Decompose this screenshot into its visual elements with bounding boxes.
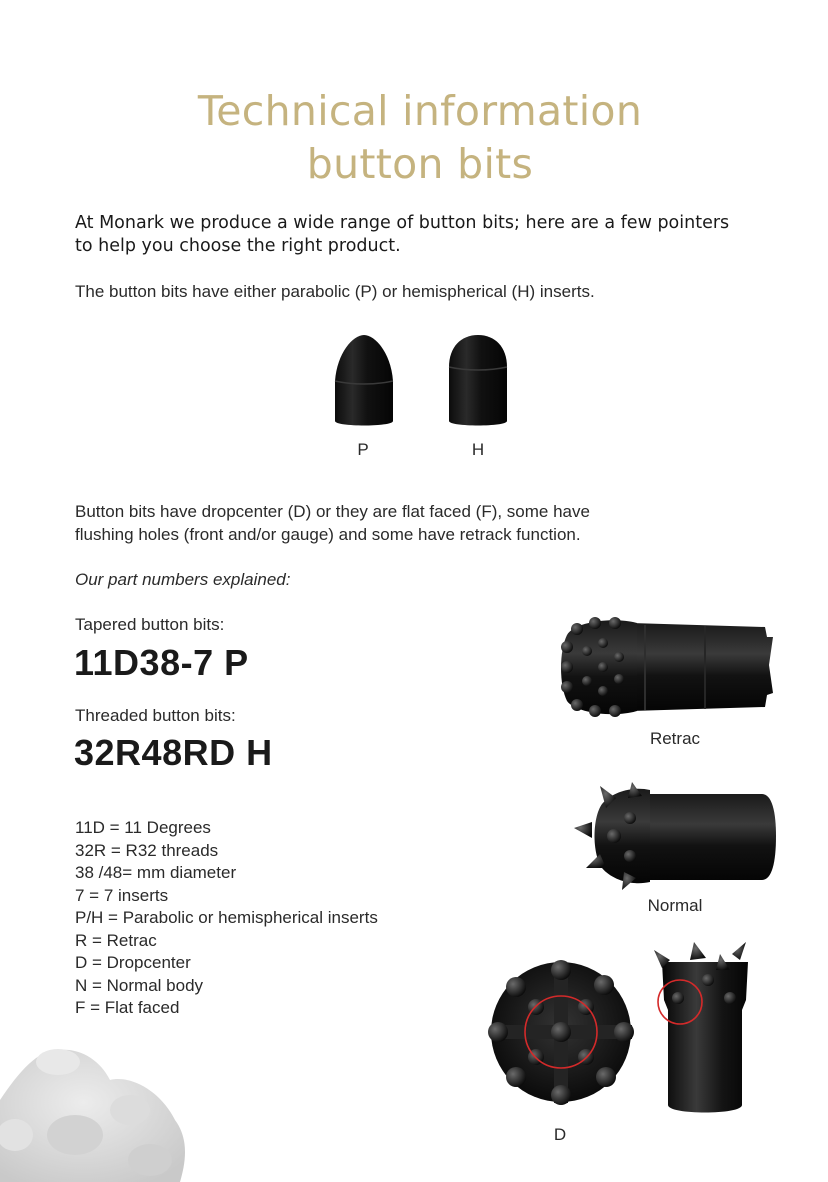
decorative-bit-watermark-icon <box>0 1040 200 1182</box>
title-line-2: button bits <box>306 140 534 189</box>
legend-item: 7 = 7 inserts <box>75 885 169 905</box>
legend-item: N = Normal body <box>75 975 204 995</box>
dropcenter-button-bit-icon <box>484 955 639 1110</box>
legend-item: 11D = 11 Degrees <box>75 818 211 837</box>
legend-item: 38 /48= mm diameter <box>75 863 237 882</box>
insert-label-h: H <box>471 440 485 459</box>
tapered-label: Tapered button bits: <box>75 615 225 634</box>
page-title <box>0 85 828 191</box>
threaded-code: 32R48RD H <box>74 732 273 773</box>
legend-list <box>75 817 378 1020</box>
dropcenter-side-view-icon <box>650 940 760 1115</box>
legend-item: R = Retrac <box>75 930 157 950</box>
tapered-code: 11D38-7 P <box>74 642 249 683</box>
dropcenter-caption: D <box>553 1125 567 1144</box>
normal-button-bit-icon <box>572 782 777 890</box>
inserts-paragraph: The button bits have either parabolic (P) or hemispherical (H) inserts. <box>75 282 595 301</box>
intro-paragraph: At Monark we produce a wide range of button bits; here are a few pointers to help you choose the right product. <box>75 213 730 256</box>
legend-item: F = Flat faced <box>75 998 180 1017</box>
hemispherical-insert-icon <box>447 333 509 429</box>
threaded-label: Threaded button bits: <box>75 706 236 725</box>
features-line-2: flushing holes (front and/or gauge) and some have retrack function. <box>75 525 581 544</box>
retrac-button-bit-icon <box>555 615 775 720</box>
legend-item: D = Dropcenter <box>75 953 191 972</box>
legend-item: P/H = Parabolic or hemispherical inserts <box>75 908 378 927</box>
features-paragraph <box>75 500 590 546</box>
part-numbers-heading: Our part numbers explained: <box>75 570 291 589</box>
features-line-1: Button bits have dropcenter (D) or they are flat faced (F), some have <box>75 502 590 521</box>
parabolic-insert-icon <box>333 333 395 429</box>
retrac-caption: Retrac <box>649 729 701 748</box>
insert-label-p: P <box>357 440 369 459</box>
title-line-1: Technical information <box>197 87 643 136</box>
legend-item: 32R = R32 threads <box>75 840 219 860</box>
normal-caption: Normal <box>647 896 703 915</box>
